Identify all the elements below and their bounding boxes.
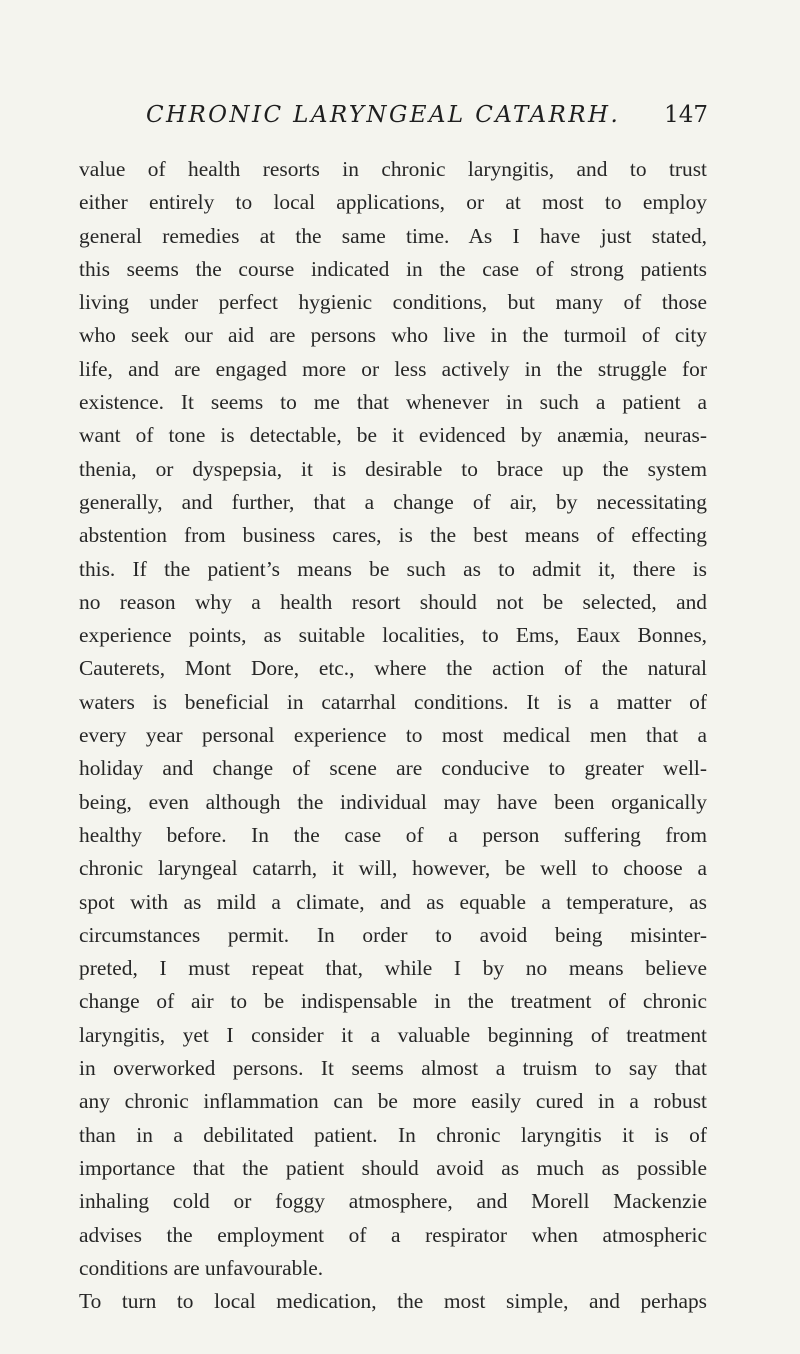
text-line: being, even although the individual may have been organically [79, 789, 707, 814]
text-line: value of health resorts in chronic laryngitis, and to trust [79, 157, 707, 181]
text-line: healthy before. In the case of a person suffering from [79, 822, 707, 847]
text-line: change of air to be indispensable in the treatment of chronic [79, 989, 707, 1014]
text-line-paragraph-start: To turn to local medication, the most simple, and perhaps [79, 1289, 707, 1314]
page-header [146, 100, 708, 140]
text-line: importance that the patient should avoid as much as possible [79, 1155, 707, 1180]
text-line: in overworked persons. It seems almost a truism to say that [79, 1056, 707, 1081]
text-line: no reason why a health resort should not be selected, and [79, 589, 707, 614]
text-line: general remedies at the same time. As I have just stated, [79, 223, 707, 248]
text-line: any chronic inflammation can be more easily cured in a robust [79, 1089, 707, 1114]
text-line: than in a debilitated patient. In chronic laryngitis it is of [79, 1122, 707, 1147]
text-line: this seems the course indicated in the case of strong patients [79, 256, 707, 281]
text-line: living under perfect hygienic conditions, but many of those [79, 290, 707, 315]
text-line: who seek our aid are persons who live in the turmoil of city [79, 323, 707, 348]
text-line: waters is beneficial in catarrhal conditions. It is a matter of [79, 689, 707, 714]
text-line: abstention from business cares, is the best means of effecting [79, 523, 707, 548]
text-line: advises the employment of a respirator when atmospheric [79, 1222, 707, 1247]
text-line: want of tone is detectable, be it evidenced by anæmia, neuras- [79, 423, 707, 448]
text-line: laryngitis, yet I consider it a valuable beginning of treatment [79, 1022, 707, 1047]
text-line: existence. It seems to me that whenever in such a patient a [79, 390, 707, 415]
text-line: circumstances permit. In order to avoid being misinter- [79, 922, 707, 947]
page-number: 147 [664, 102, 708, 128]
text-line: chronic laryngeal catarrh, it will, however, be well to choose a [79, 856, 707, 881]
body-text [79, 153, 707, 1318]
text-line: either entirely to local applications, or at most to employ [79, 190, 707, 215]
text-line: life, and are engaged more or less actively in the struggle for [79, 356, 707, 381]
text-line: every year personal experience to most medical men that a [79, 723, 707, 748]
text-line: holiday and change of scene are conducive to greater well- [79, 756, 707, 781]
text-line: Cauterets, Mont Dore, etc., where the action of the natural [79, 656, 707, 681]
text-line: experience points, as suitable localities, to Ems, Eaux Bonnes, [79, 623, 707, 648]
text-line-paragraph-end: conditions are unfavourable. [79, 1255, 324, 1280]
text-line: thenia, or dyspepsia, it is desirable to brace up the system [79, 456, 707, 481]
text-line: this. If the patient’s means be such as to admit it, there is [79, 556, 707, 581]
text-line: preted, I must repeat that, while I by no means believe [79, 956, 707, 981]
text-line: inhaling cold or foggy atmosphere, and Morell Mackenzie [79, 1189, 707, 1214]
text-line: spot with as mild a climate, and as equable a temperature, as [79, 889, 707, 914]
text-line: generally, and further, that a change of air, by necessitating [79, 489, 707, 514]
running-head: CHRONIC LARYNGEAL CATARRH. [146, 102, 621, 128]
